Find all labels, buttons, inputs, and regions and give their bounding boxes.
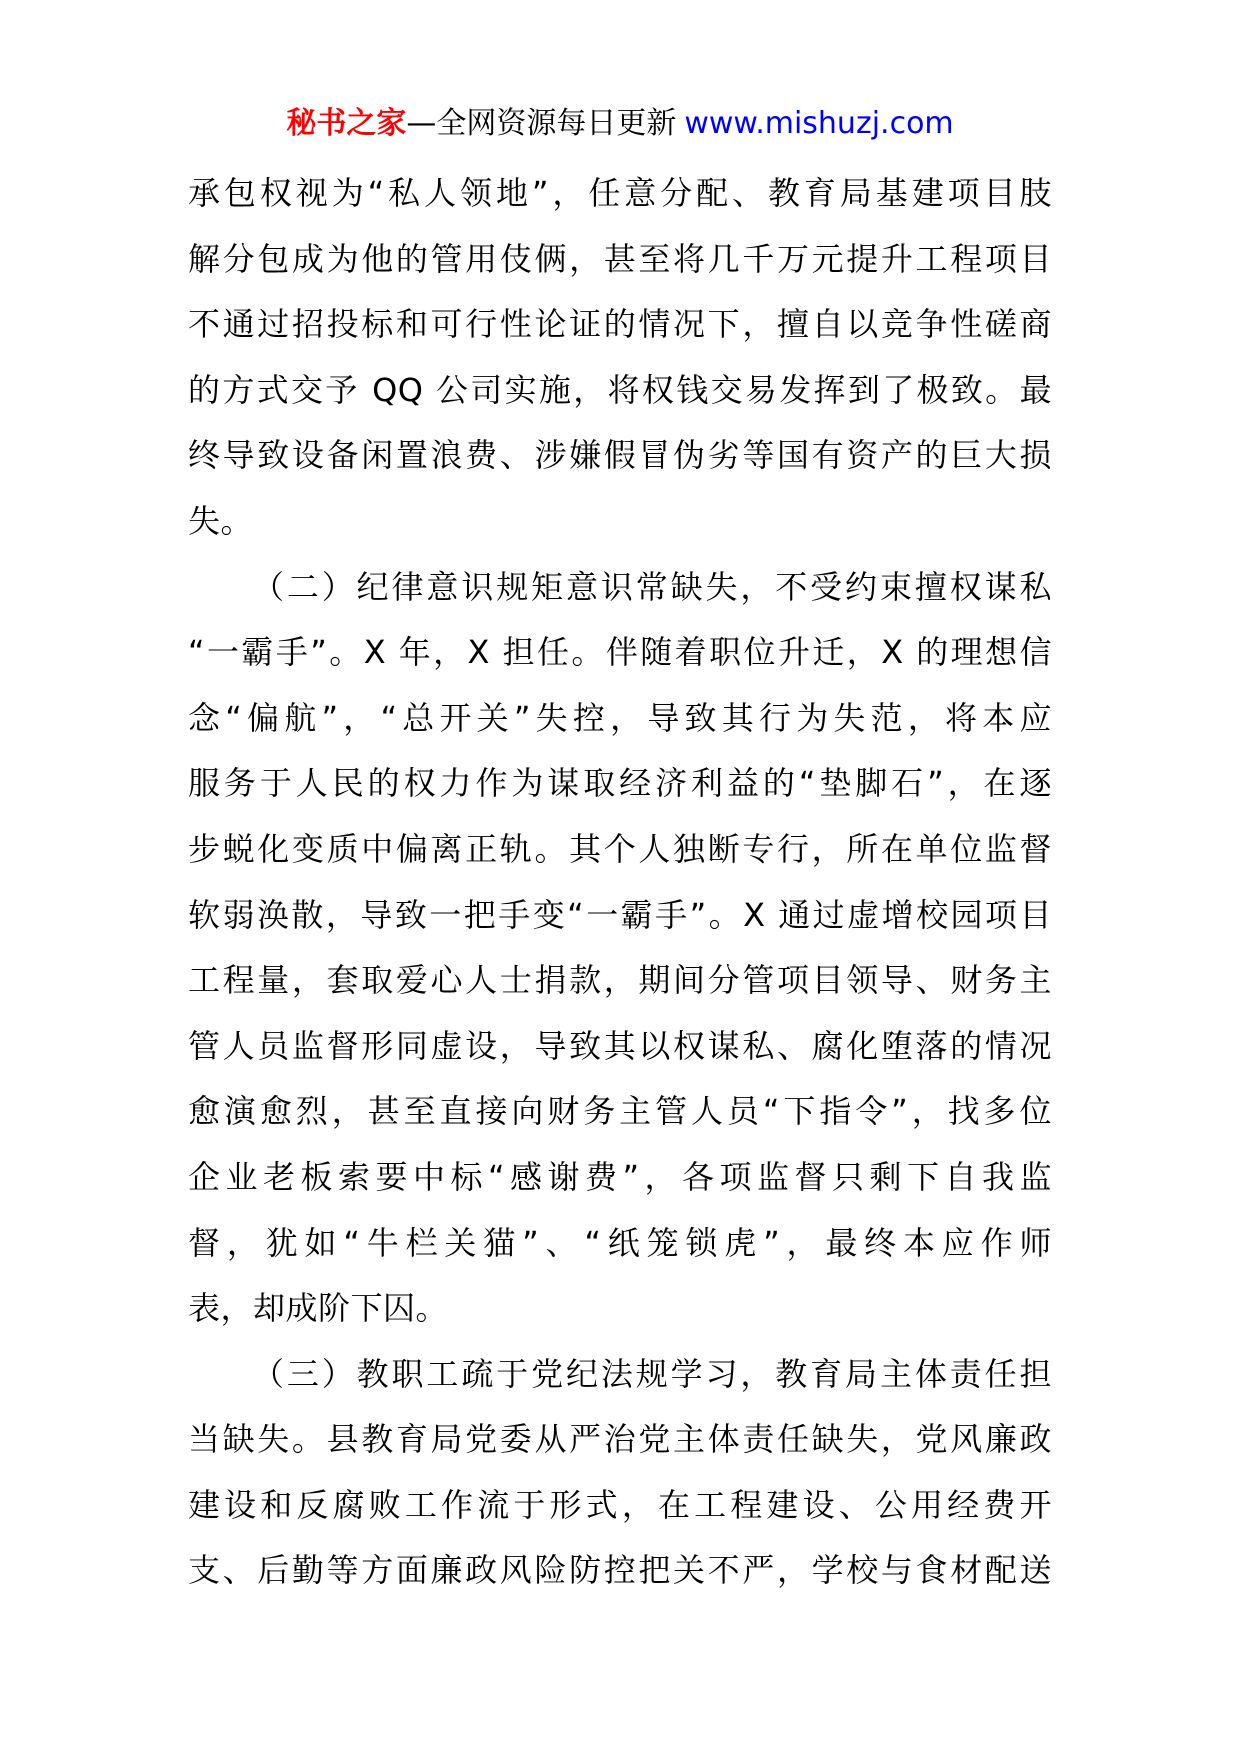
paragraph-1 [188, 161, 1052, 555]
text-line: 表，却成阶下囚。 [188, 1289, 449, 1328]
text-line: 终导致设备闲置浪费、涉嫌假冒伪劣等国有资产的巨大损 [188, 436, 1052, 475]
text-line: 失。 [188, 501, 254, 540]
site-url-link[interactable]: www.mishuzj.com [684, 106, 954, 141]
page-header [0, 104, 1240, 144]
text-line: 管人员监督形同虚设，导致其以权谋私、腐化堕落的情况 [188, 1026, 1052, 1065]
text-line: 步蜕化变质中偏离正轨。其个人独断专行，所在单位监督 [188, 829, 1052, 868]
site-tagline: —全网资源每日更新 [406, 106, 677, 141]
text-line: 承包权视为“私人领地”，任意分配、教育局基建项目肢 [188, 174, 1052, 212]
text-line: 支、后勤等方面廉政风险防控把关不严，学校与食材配送 [188, 1551, 1052, 1590]
section-heading-line: （二）纪律意识规矩意识常缺失，不受约束擅权谋私 [252, 567, 1052, 606]
text-line: 工程量，套取爱心人士捐款，期间分管项目领导、财务主 [188, 961, 1052, 1000]
text-line: 软弱涣散，导致一把手变“一霸手”。X 通过虚增校园项目 [188, 895, 1052, 934]
text-line: 念“偏航”，“总开关”失控，导致其行为失范，将本应 [188, 698, 1052, 737]
paragraph-2 [188, 555, 1052, 1342]
text-line: 解分包成为他的管用伎俩，甚至将几千万元提升工程项目 [188, 239, 1052, 278]
document-body [188, 161, 1052, 1604]
text-line: 当缺失。县教育局党委从严治党主体责任缺失，党风廉政 [188, 1420, 1052, 1459]
text-line: 建设和反腐败工作流于形式，在工程建设、公用经费开 [188, 1485, 1052, 1524]
text-line: 的方式交予 QQ 公司实施，将权钱交易发挥到了极致。最 [188, 370, 1052, 409]
paragraph-3 [188, 1342, 1052, 1604]
site-brand: 秘书之家 [286, 106, 407, 141]
text-line: 督，犹如“牛栏关猫”、“纸笼锁虎”，最终本应作师 [188, 1223, 1052, 1262]
text-line: 企业老板索要中标“感谢费”，各项监督只剩下自我监 [188, 1157, 1052, 1196]
text-line: 愈演愈烈，甚至直接向财务主管人员“下指令”，找多位 [188, 1092, 1052, 1131]
text-line: 服务于人民的权力作为谋取经济利益的“垫脚石”，在逐 [188, 764, 1052, 803]
section-heading-line: （三）教职工疏于党纪法规学习，教育局主体责任担 [252, 1354, 1052, 1393]
text-line: 不通过招投标和可行性论证的情况下，擅自以竞争性磋商 [188, 305, 1052, 344]
text-line: “一霸手”。X 年，X 担任。伴随着职位升迁，X 的理想信 [188, 633, 1052, 672]
